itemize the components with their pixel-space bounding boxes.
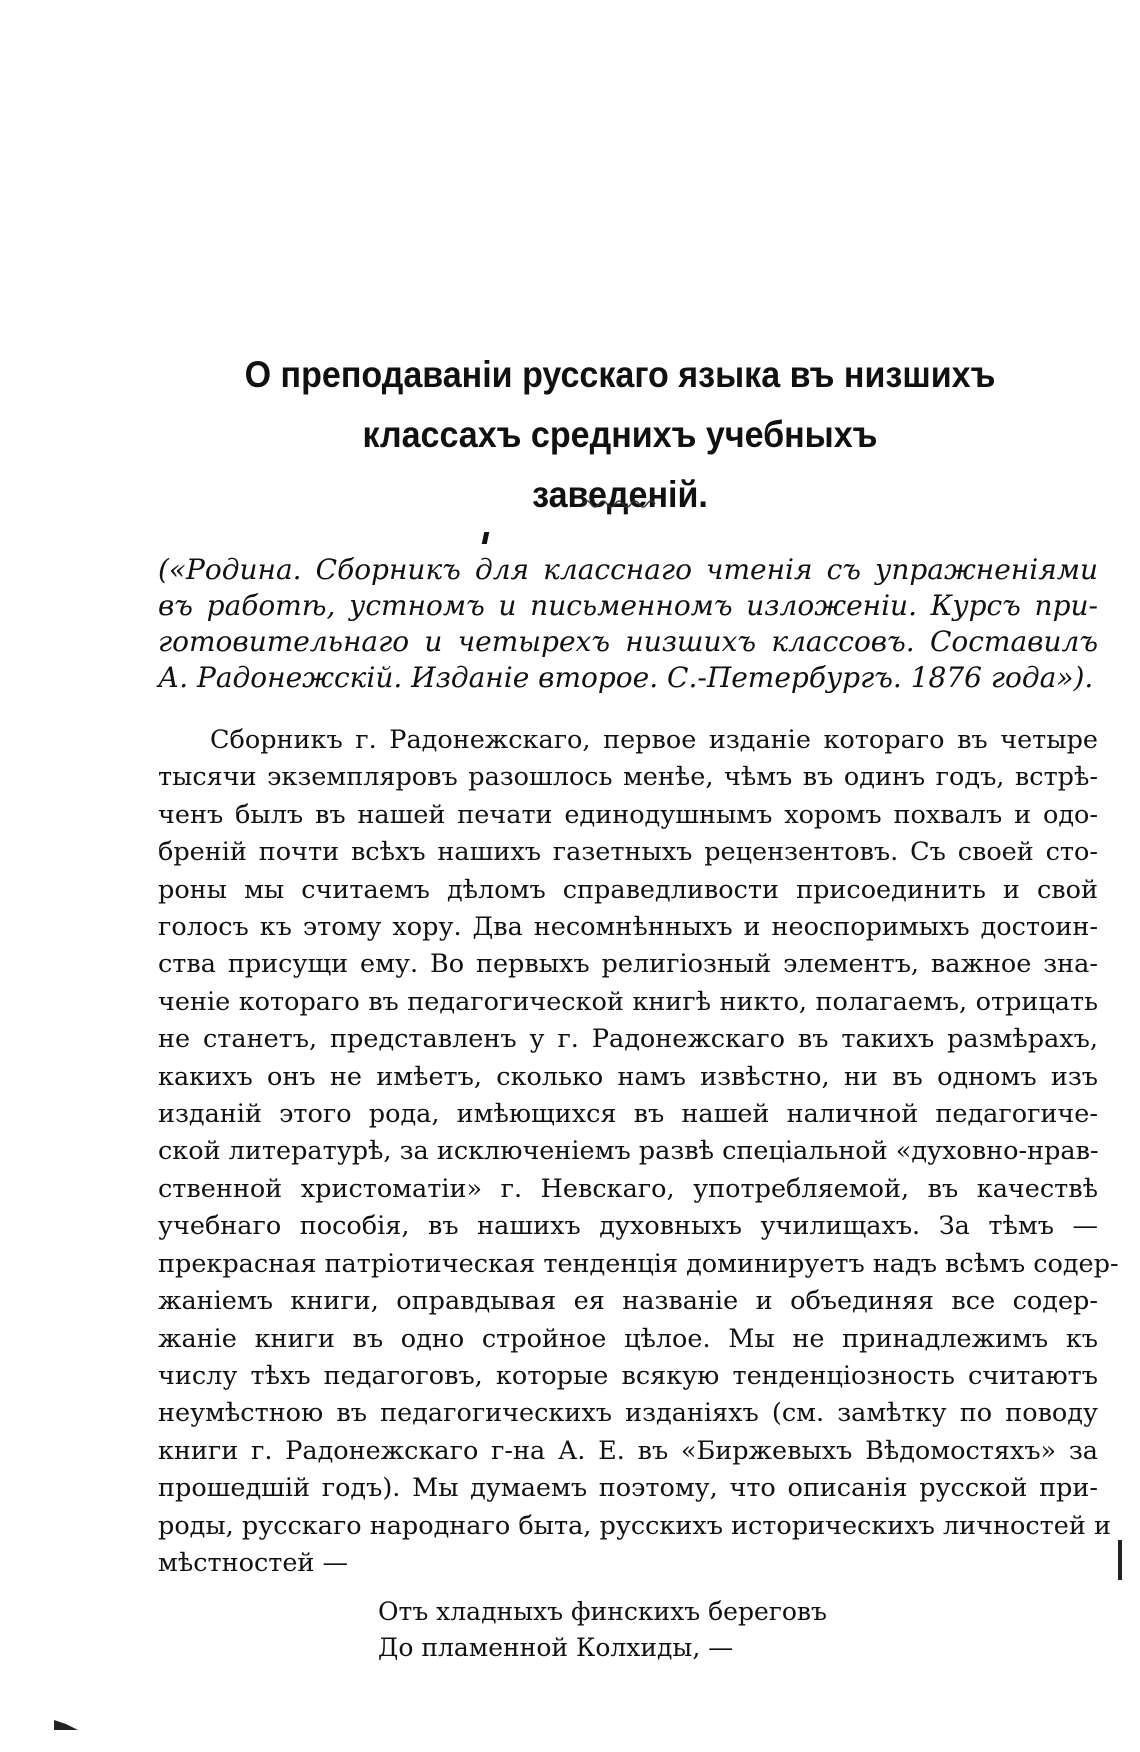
body-line: ченъ былъ въ нашей печати единодушнымъ хоромъ похвалъ и одо-	[158, 799, 1098, 830]
title-line-2: заведеній.	[532, 474, 708, 515]
title-line-1: О преподаваніи русскаго языка въ низшихъ классахъ среднихъ учебныхъ	[244, 354, 996, 455]
verse-line: Отъ хладныхъ финскихъ береговъ	[378, 1597, 827, 1626]
body-line: роды, русскаго народнаго быта, русскихъ историческихъ личностей и	[158, 1510, 1111, 1541]
body-line: прошедшій годъ). Мы думаемъ поэтому, что описанія русской при-	[158, 1473, 1098, 1504]
body-paragraph	[158, 722, 1119, 1582]
body-line: голосъ къ этому хору. Два несомнѣнныхъ и неоспоримыхъ достоин-	[158, 912, 1098, 943]
body-line: ственной христоматіи» г. Невскаго, употребляемой, въ качествѣ	[158, 1173, 1098, 1204]
citation-line: въ работѣ, устномъ и письменномъ изложеніи. Курсъ при-	[158, 589, 1098, 622]
book-citation	[158, 552, 1098, 696]
body-line: изданій этого рода, имѣющихся въ нашей наличной педагогиче-	[158, 1099, 1098, 1130]
body-line: тысячи экземпляровъ разошлось менѣе, чѣмъ въ одинъ годъ, встрѣ-	[158, 762, 1098, 793]
citation-line: А. Радонежскій. Изданіе второе. С.-Петербургъ. 1876 года»).	[158, 661, 1094, 694]
body-line: какихъ онъ не имѣетъ, сколько намъ извѣстно, ни въ одномъ изъ	[158, 1061, 1098, 1092]
wavy-divider-ornament	[581, 496, 661, 510]
body-line: мѣстностей —	[158, 1547, 349, 1578]
body-line: прекрасная патріотическая тенденція доминируетъ надъ всѣмъ содер-	[158, 1248, 1119, 1279]
corner-print-mark	[52, 1718, 80, 1732]
body-line: жаніе книги въ одно стройное цѣлое. Мы не принадлежимъ къ	[158, 1323, 1098, 1354]
body-line: бреній почти всѣхъ нашихъ газетныхъ рецензентовъ. Съ своей сто-	[158, 837, 1098, 868]
body-line: числу тѣхъ педагоговъ, которые всякую тенденціозность считаютъ	[158, 1360, 1098, 1391]
body-line: не станетъ, представленъ у г. Радонежскаго въ такихъ размѣрахъ,	[158, 1024, 1098, 1055]
body-line: жаніемъ книги, оправдывая ея названіе и объединяя все содер-	[158, 1286, 1098, 1317]
body-line: ской литературѣ, за исключеніемъ развѣ спеціальной «духовно-нрав-	[158, 1136, 1099, 1167]
body-line: роны мы считаемъ дѣломъ справедливости присоединить и свой	[158, 874, 1098, 905]
body-line: учебнаго пособія, въ нашихъ духовныхъ училищахъ. За тѣмъ —	[158, 1211, 1098, 1242]
body-line: ченіе котораго въ педагогической книгѣ никто, полагаемъ, отрицать	[158, 986, 1098, 1017]
verse-line: До пламенной Колхиды, —	[378, 1633, 734, 1662]
body-line: неумѣстною въ педагогическихъ изданіяхъ (см. замѣтку по поводу	[158, 1398, 1098, 1429]
body-line: Сборникъ г. Радонежскаго, первое изданіе котораго въ четыре	[210, 725, 1098, 755]
verse-quote	[378, 1594, 878, 1666]
citation-line: готовительнаго и четырехъ низшихъ классовъ. Составилъ	[158, 625, 1098, 658]
body-line: книги г. Радонежскаго г-на А. Е. въ «Биржевыхъ Вѣдомостяхъ» за	[158, 1435, 1098, 1466]
citation-line: («Родина. Сборникъ для класснаго чтенія съ упражненіями	[158, 553, 1098, 586]
body-line: ства присущи ему. Во первыхъ религіозный элементъ, важное зна-	[158, 949, 1098, 980]
print-speck	[482, 532, 490, 544]
margin-print-mark	[1118, 1540, 1122, 1580]
